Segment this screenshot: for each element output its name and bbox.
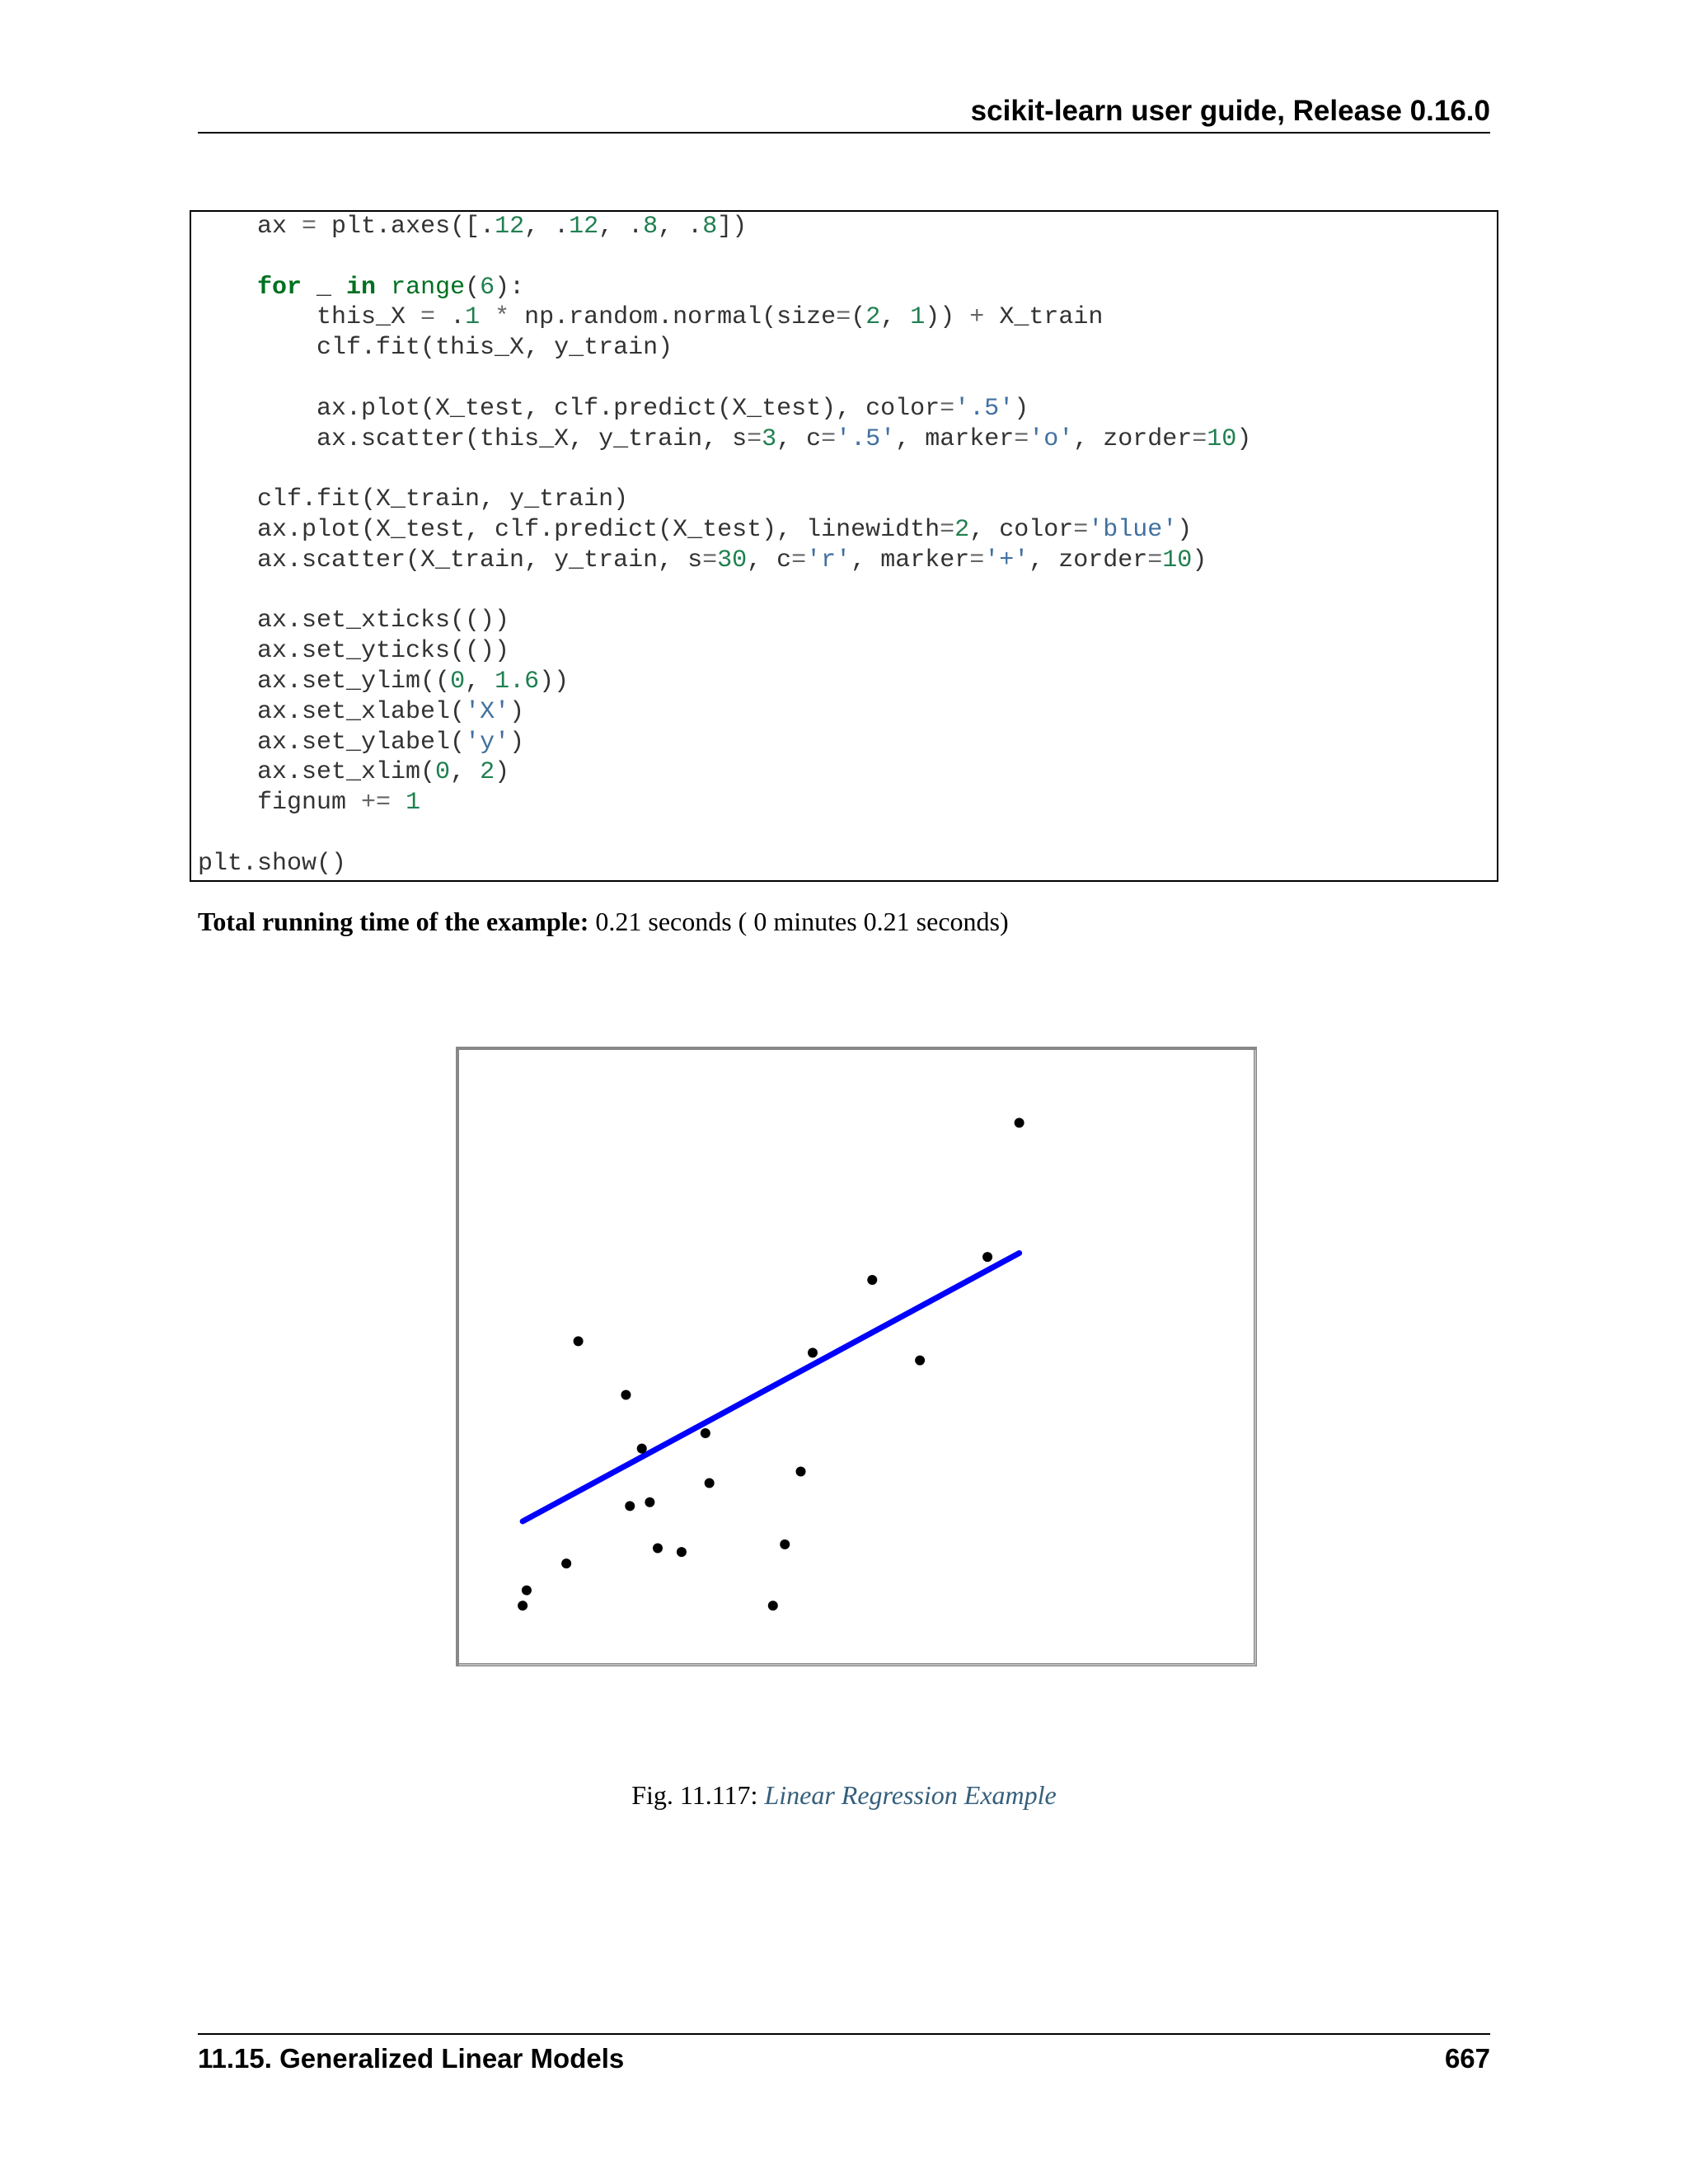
data-point (637, 1444, 647, 1454)
data-point (561, 1558, 571, 1568)
data-point (796, 1467, 806, 1477)
page-header: scikit-learn user guide, Release 0.16.0 (198, 91, 1490, 134)
code-line: this_X = .1 * np.random.normal(size=(2, 1)) + X_train (198, 303, 1104, 332)
code-line: fignum += 1 (198, 789, 421, 818)
caption-link[interactable]: Linear Regression Example (764, 1780, 1057, 1810)
running-time-value: 0.21 seconds ( 0 minutes 0.21 seconds) (588, 907, 1009, 936)
data-point (677, 1547, 687, 1557)
data-point (701, 1428, 710, 1438)
data-point (768, 1601, 778, 1610)
code-line: clf.fit(X_train, y_train) (198, 485, 629, 514)
running-time (198, 907, 1009, 937)
code-line: ax.set_xlim(0, 2) (198, 758, 510, 787)
caption-prefix: Fig. 11.117: (631, 1780, 765, 1810)
code-line: ax.set_xticks(()) (198, 607, 510, 635)
running-time-label: Total running time of the example: (198, 907, 589, 936)
code-line: ax.plot(X_test, clf.predict(X_test), linewidth=2, color='blue') (198, 515, 1193, 544)
figure-caption (0, 1780, 1688, 1811)
data-point (645, 1497, 654, 1507)
regression-plot (456, 1047, 1257, 1666)
code-line: ax.scatter(X_train, y_train, s=30, c='r', marker='+', zorder=10) (198, 546, 1207, 574)
footer-section: 11.15. Generalized Linear Models (198, 2043, 625, 2074)
data-point (1015, 1118, 1025, 1127)
code-line: plt.show() (198, 849, 347, 878)
code-line: ax.scatter(this_X, y_train, s=3, c='.5', marker='o', zorder=10) (198, 424, 1252, 453)
data-point (574, 1336, 584, 1346)
code-line: ax.set_yticks(()) (198, 637, 510, 666)
code-line: ax.set_xlabel('X') (198, 697, 525, 726)
data-point (867, 1275, 877, 1285)
code-listing (198, 212, 1251, 879)
data-point (518, 1601, 528, 1610)
data-point (780, 1540, 790, 1549)
code-line: ax.set_ylabel('y') (198, 728, 525, 757)
code-line: ax = plt.axes([.12, .12, .8, .8]) (198, 213, 748, 241)
page-footer (198, 2033, 1490, 2074)
plot-frame (457, 1048, 1255, 1665)
data-point (653, 1544, 663, 1554)
data-point (621, 1390, 631, 1400)
page-number: 667 (1444, 2043, 1490, 2074)
data-point (625, 1501, 635, 1511)
data-point (808, 1347, 818, 1357)
code-line: for _ in range(6): (257, 273, 525, 302)
data-point (915, 1356, 925, 1366)
data-point (982, 1252, 992, 1262)
data-point (705, 1478, 715, 1488)
code-line: ax.set_ylim((0, 1.6)) (198, 667, 570, 696)
data-point (522, 1586, 532, 1596)
code-line: ax.plot(X_test, clf.predict(X_test), color='.5') (198, 394, 1029, 423)
code-line: clf.fit(this_X, y_train) (198, 334, 673, 363)
